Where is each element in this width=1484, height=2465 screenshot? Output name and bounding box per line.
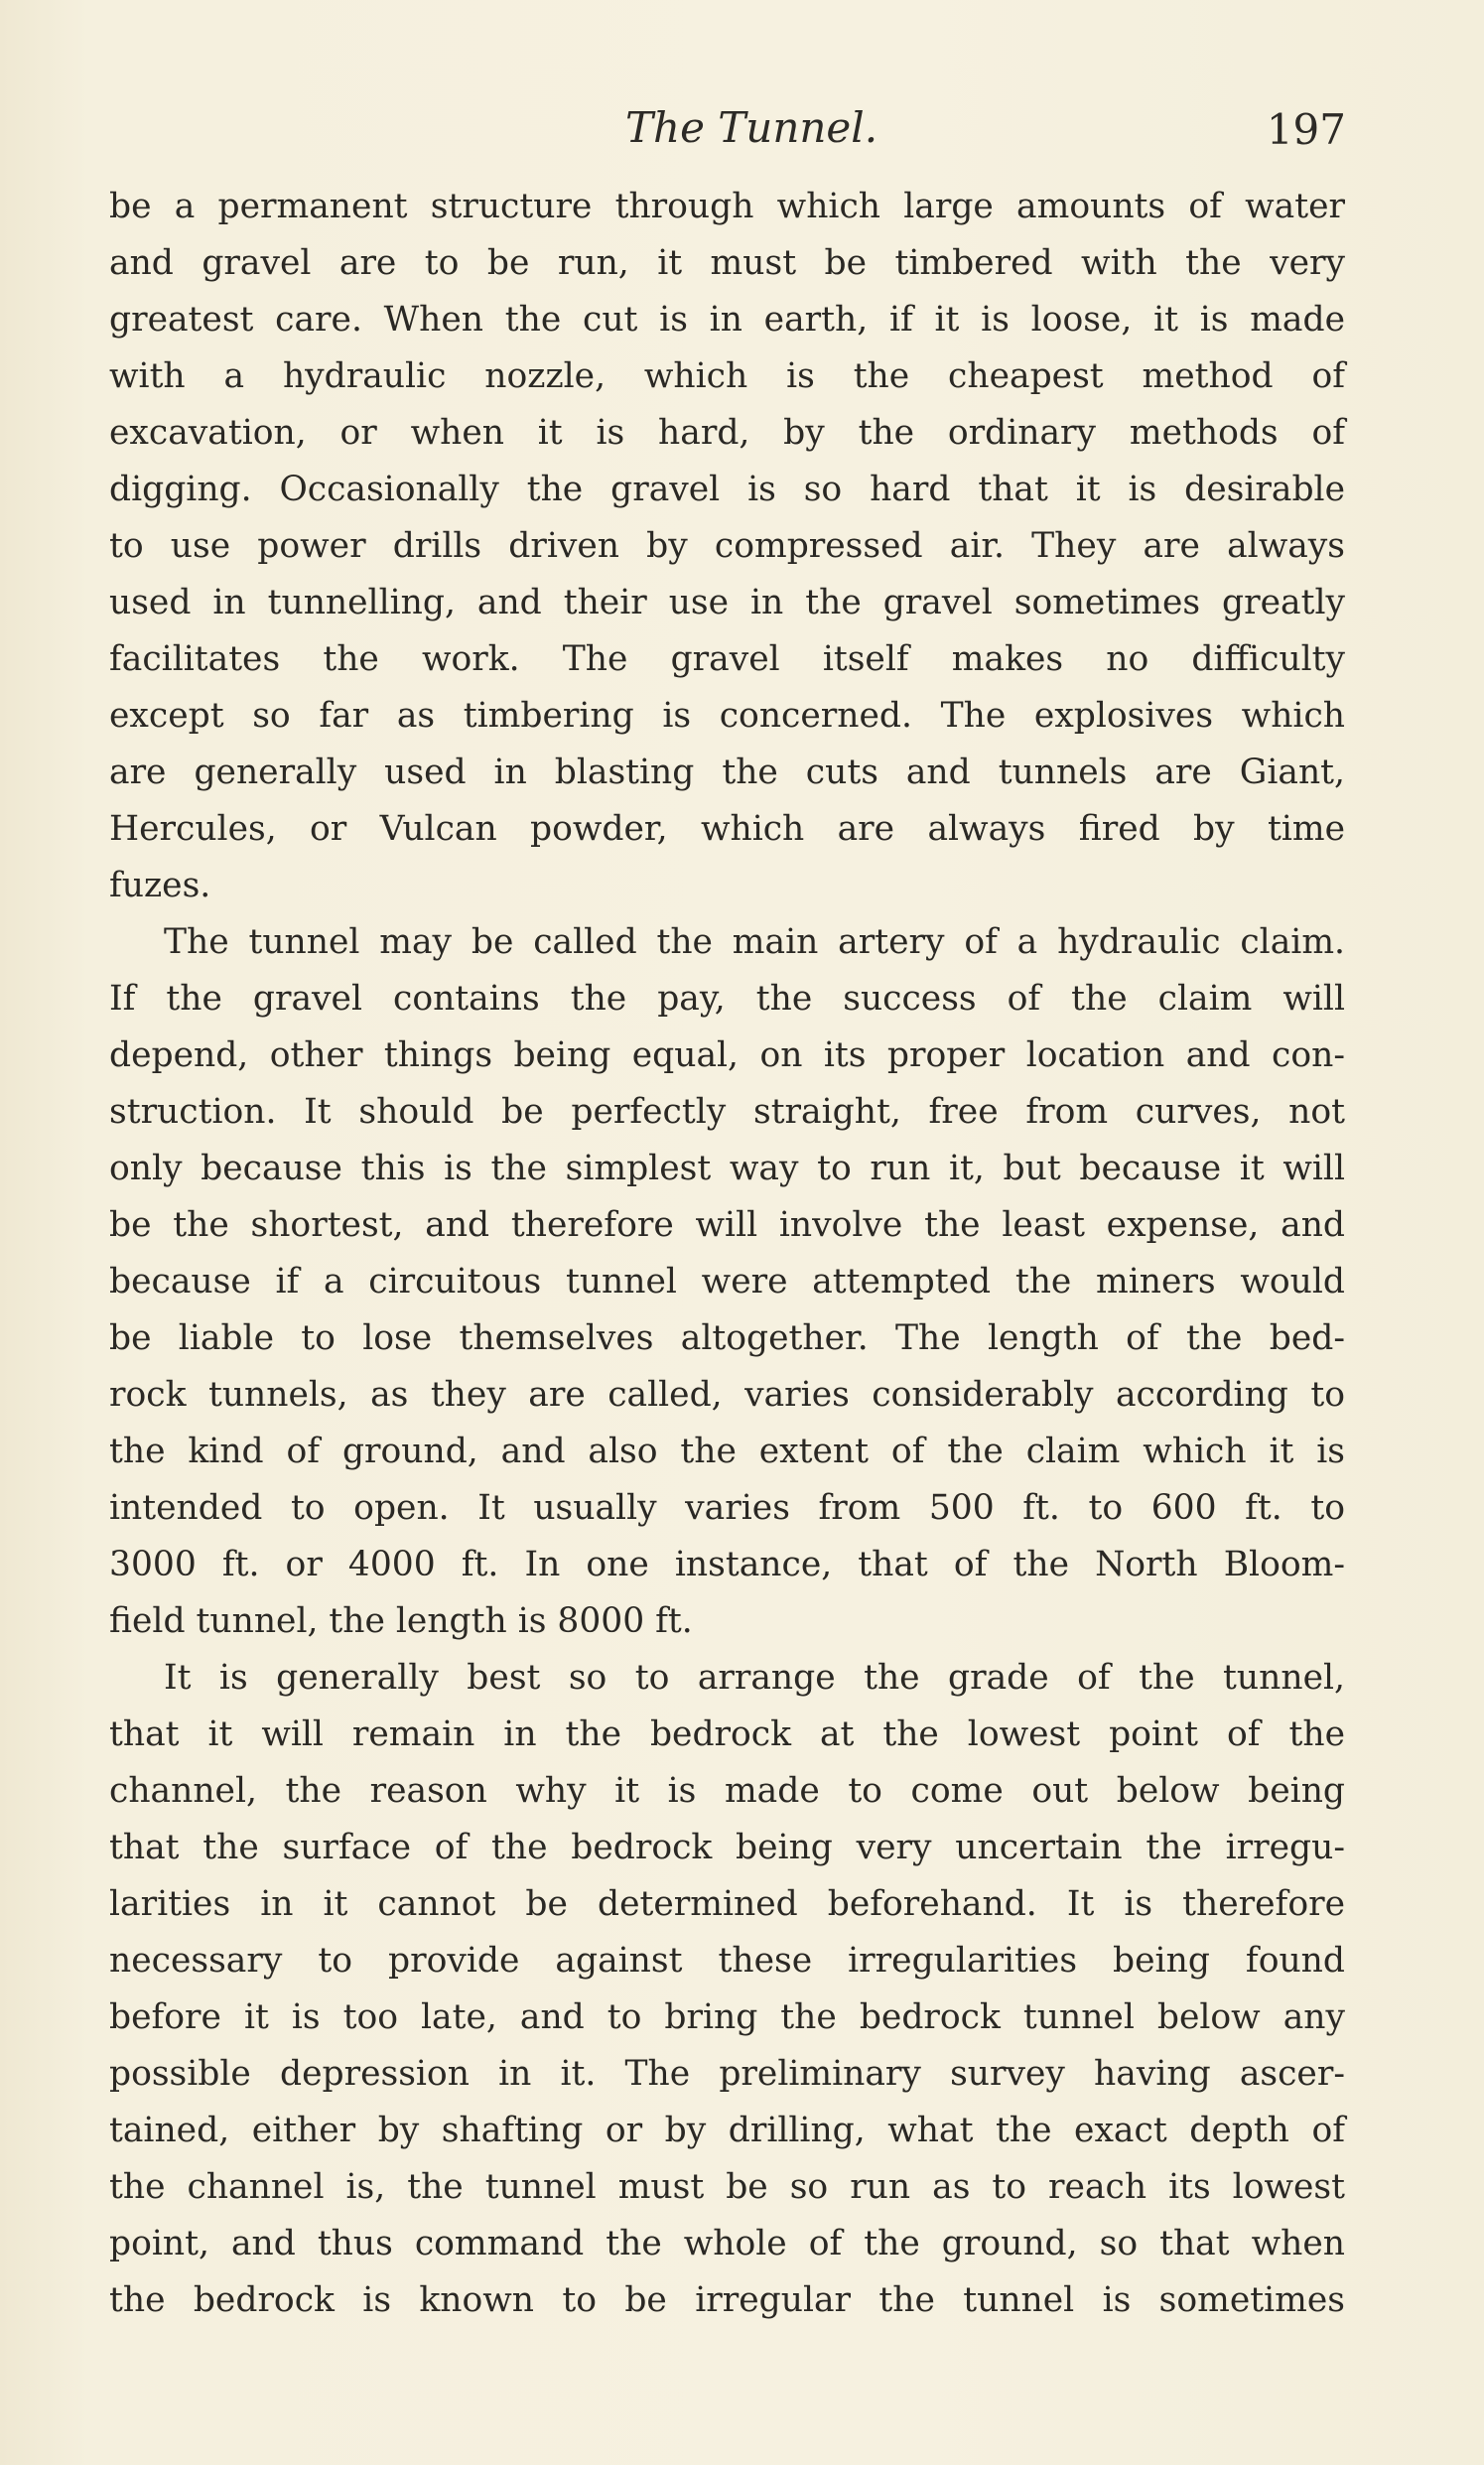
text-line: used in tunnelling, and their use in the gravel sometimes greatly xyxy=(109,583,1345,622)
text-line: struction. It should be perfectly straight, free from curves, not xyxy=(109,1092,1345,1132)
paragraph-start-line: The tunnel may be called the main artery of a hydraulic claim. xyxy=(164,922,1345,962)
paragraph-start-line: It is generally best so to arrange the grade of the tunnel, xyxy=(164,1658,1345,1698)
page-number: 197 xyxy=(1266,105,1346,154)
text-line: larities in it cannot be determined beforehand. It is therefore xyxy=(109,1884,1345,1924)
running-title: The Tunnel. xyxy=(625,103,878,152)
page-header xyxy=(99,99,1350,159)
text-line: because if a circuitous tunnel were attempted the miners would xyxy=(109,1262,1345,1301)
text-line: field tunnel, the length is 8000 ft. xyxy=(109,1601,693,1641)
text-line: digging. Occasionally the gravel is so hard that it is desirable xyxy=(109,470,1345,509)
body-text xyxy=(109,179,1345,2329)
text-line: are generally used in blasting the cuts and tunnels are Giant, xyxy=(109,753,1345,792)
text-line: the bedrock is known to be irregular the tunnel is sometimes xyxy=(109,2280,1345,2320)
text-line: the channel is, the tunnel must be so run as to reach its lowest xyxy=(109,2167,1345,2207)
text-line: Hercules, or Vulcan powder, which are always fired by time xyxy=(109,809,1345,849)
text-line: excavation, or when it is hard, by the ordinary methods of xyxy=(109,413,1345,453)
text-line: greatest care. When the cut is in earth, if it is loose, it is made xyxy=(109,300,1345,340)
text-line: to use power drills driven by compressed air. They are always xyxy=(109,526,1345,566)
text-line: that it will remain in the bedrock at the lowest point of the xyxy=(109,1714,1345,1754)
text-line: intended to open. It usually varies from 500 ft. to 600 ft. to xyxy=(109,1488,1345,1528)
text-line: channel, the reason why it is made to come out below being xyxy=(109,1771,1345,1811)
text-line: before it is too late, and to bring the bedrock tunnel below any xyxy=(109,1997,1345,2037)
text-line: the kind of ground, and also the extent of the claim which it is xyxy=(109,1432,1345,1471)
text-line: that the surface of the bedrock being very uncertain the irregu- xyxy=(109,1828,1345,1867)
text-line: be the shortest, and therefore will involve the least expense, and xyxy=(109,1205,1345,1245)
text-line: If the gravel contains the pay, the success of the claim will xyxy=(109,979,1345,1019)
text-line: except so far as timbering is concerned. The explosives which xyxy=(109,696,1345,736)
text-line: only because this is the simplest way to run it, but because it will xyxy=(109,1149,1345,1188)
text-line: possible depression in it. The preliminary survey having ascer- xyxy=(109,2054,1345,2094)
text-line: facilitates the work. The gravel itself makes no difficulty xyxy=(109,639,1345,679)
text-line: tained, either by shafting or by drilling, what the exact depth of xyxy=(109,2111,1345,2150)
text-line: point, and thus command the whole of the ground, so that when xyxy=(109,2224,1345,2263)
text-line: necessary to provide against these irregularities being found xyxy=(109,1941,1345,1981)
text-line: depend, other things being equal, on its proper location and con- xyxy=(109,1035,1345,1075)
text-line: and gravel are to be run, it must be timbered with the very xyxy=(109,243,1345,283)
text-line: rock tunnels, as they are called, varies considerably according to xyxy=(109,1375,1345,1415)
text-line: be liable to lose themselves altogether. The length of the bed- xyxy=(109,1318,1345,1358)
text-line: 3000 ft. or 4000 ft. In one instance, that of the North Bloom- xyxy=(109,1545,1345,1584)
text-line: fuzes. xyxy=(109,866,211,905)
text-line: with a hydraulic nozzle, which is the cheapest method of xyxy=(109,356,1345,396)
text-line: be a permanent structure through which large amounts of water xyxy=(109,187,1345,226)
